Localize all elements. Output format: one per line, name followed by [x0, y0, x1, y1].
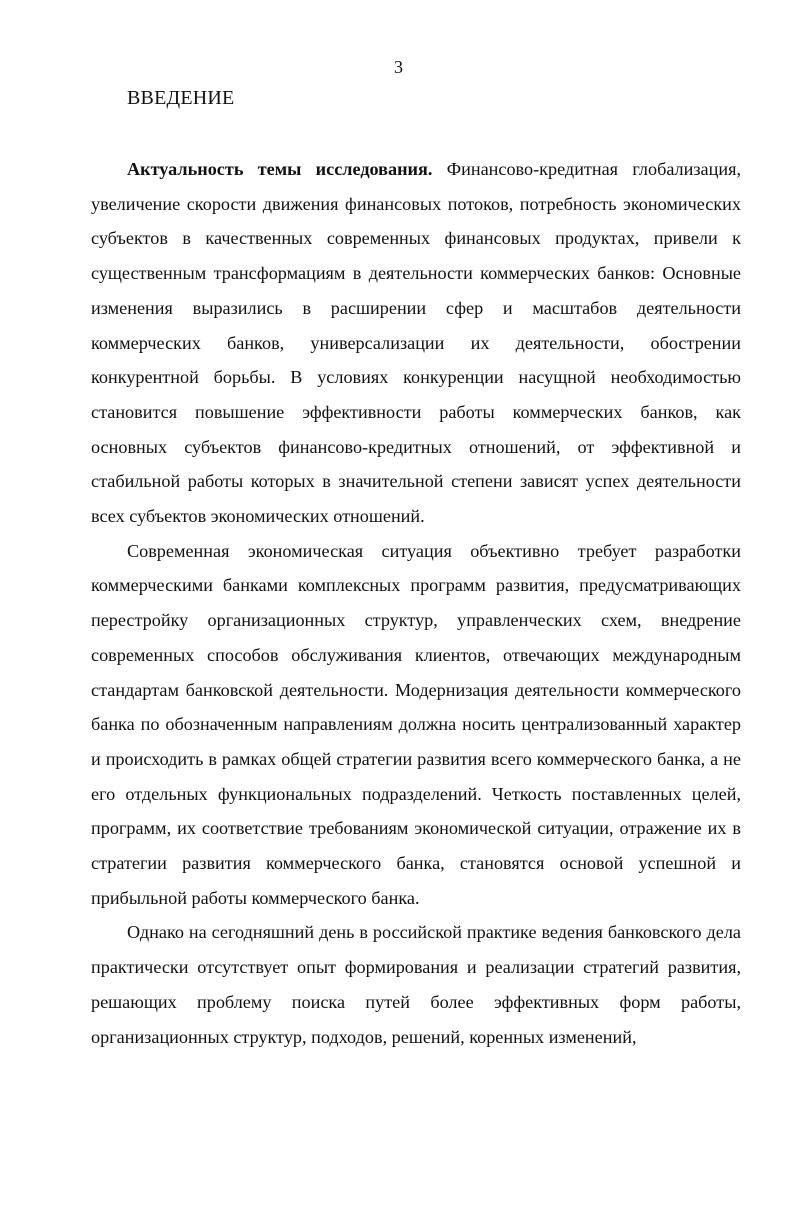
page-number: 3	[394, 57, 403, 77]
paragraph-text: Финансово-кредитная глобализация, увеличение скорости движения финансовых потоков, потребность экономических субъектов в качественных современных финансовых продуктах, привели к существенным трансформациям в деятельности коммерческих банков: Основные изменения выразились в расширении сфер и масштабов деятельности коммерческих банков, универсализации их деятельности, обострении конкурентной борьбы. В условиях конкуренции насущной необходимостью становится повышение эффективности работы коммерческих банков, как основных субъектов финансово-кредитных отношений, от эффективной и стабильной работы которых в значительной степени зависят успех деятельности всех субъектов экономических отношений.	[91, 159, 741, 527]
paragraph-text: Современная экономическая ситуация объективно требует разработки коммерческими банками комплексных программ развития, предусматривающих перестройку организационных структур, управленческих схем, внедрение современных способов обслуживания клиентов, отвечающих международным стандартам банковской деятельности. Модернизация деятельности коммерческого банка по обозначенным направлениям должна носить централизованный характер и происходить в рамках общей стратегии развития всего коммерческого банка, а не его отдельных функциональных подразделений. Четкость поставленных целей, программ, их соответствие требованиям экономической ситуации, отражение их в стратегии развития коммерческого банка, становятся основой успешной и прибыльной работы коммерческого банка.	[91, 540, 741, 908]
paragraph-lead: Актуальность темы исследования.	[127, 159, 433, 179]
paragraph-text: Однако на сегодняшний день в российской практике ведения банковского дела практически отсутствует опыт формирования и реализации стратегий развития, решающих проблему поиска путей более эффективных форм работы, организационных структур, подходов, решений, коренных изменений,	[91, 922, 741, 1047]
section-heading: ВВЕДЕНИЕ	[127, 87, 235, 109]
body-text	[91, 152, 741, 1054]
paragraph-practice	[91, 915, 741, 1054]
paragraph-strategy	[91, 534, 741, 916]
paragraph-relevance	[91, 152, 741, 534]
